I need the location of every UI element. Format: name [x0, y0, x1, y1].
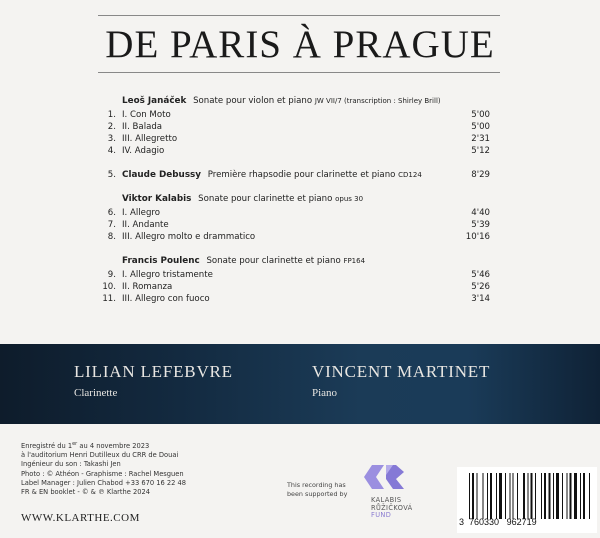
performer-instrument: Piano: [312, 387, 338, 399]
track-duration: 2'31: [471, 134, 490, 144]
credit-engineer: Ingénieur du son : Takashi Jen: [21, 460, 121, 469]
work-heading-poulenc: [122, 256, 365, 266]
track-title: III. Allegretto: [122, 134, 178, 144]
support-note: This recording has been supported by: [287, 481, 348, 498]
title-rule: [98, 72, 500, 73]
composer-name: Francis Poulenc: [122, 256, 200, 266]
track-row: [100, 220, 490, 231]
credit-label-manager: Label Manager : Julien Chabod +33 670 16 22 48: [21, 478, 187, 487]
track-title: IV. Adagio: [122, 146, 165, 156]
track-duration: 10'16: [465, 232, 490, 242]
track-duration: 5'12: [471, 146, 490, 156]
work-heading-debussy: [122, 170, 422, 180]
track-title: III. Allegro con fuoco: [122, 294, 210, 304]
track-title: III. Allegro molto e drammatico: [122, 232, 256, 242]
track-number: 9.: [107, 270, 116, 280]
work-catalog: JW VII/7 (transcription : Shirley Brill): [314, 97, 441, 105]
work-title: Sonate pour violon et piano: [193, 96, 313, 106]
track-duration: 3'14: [471, 294, 490, 304]
track-number: 10.: [102, 282, 116, 292]
work-heading-kalabis: [122, 194, 363, 204]
track-row-debussy: [100, 170, 490, 181]
track-title: II. Balada: [122, 122, 163, 132]
credit-venue: à l'auditorium Henri Dutilleux du CRR de Douai: [21, 451, 179, 460]
track-duration: 5'39: [471, 220, 490, 230]
track-row: [100, 282, 490, 293]
track-number: 1.: [107, 110, 116, 120]
track-row: [100, 208, 490, 219]
track-number: 7.: [107, 220, 116, 230]
composer-name: Claude Debussy: [122, 170, 202, 180]
work-heading-janacek: [122, 96, 441, 106]
track-number: 3.: [107, 134, 116, 144]
work-title: Sonate pour clarinette et piano: [198, 194, 333, 204]
track-title: II. Romanza: [122, 282, 173, 292]
performer-name: VINCENT MARTINET: [312, 362, 491, 381]
performer-name: LILIAN LEFEBVRE: [74, 362, 233, 381]
track-row: [100, 134, 490, 145]
track-number: 11.: [102, 294, 116, 304]
performer-instrument: Clarinette: [74, 387, 118, 399]
track-duration: 5'00: [471, 122, 490, 132]
track-title: I. Allegro: [122, 208, 160, 218]
track-number: 4.: [107, 146, 116, 156]
track-duration: 5'26: [471, 282, 490, 292]
work-title: Sonate pour clarinette et piano: [206, 256, 341, 266]
track-number: 2.: [107, 122, 116, 132]
track-row: [100, 122, 490, 133]
track-row: [100, 270, 490, 281]
credit-photo: Photo : © Athéon - Graphisme : Rachel Mesguen: [21, 469, 184, 478]
composer-name: Leoš Janáček: [122, 96, 187, 106]
track-number: 5.: [107, 170, 116, 180]
track-title: II. Andante: [122, 220, 169, 230]
track-title: I. Con Moto: [122, 110, 171, 120]
track-duration: 5'46: [471, 270, 490, 280]
track-row: [100, 294, 490, 305]
credit-booklet: FR & EN booklet - © & ℗ Klarthe 2024: [21, 487, 151, 496]
barcode-bars: [469, 473, 591, 519]
performer-clarinet: [74, 362, 233, 399]
website-link[interactable]: WWW.KLARTHE.COM: [21, 512, 140, 524]
track-duration: 5'00: [471, 110, 490, 120]
performers-banner: [0, 344, 600, 424]
performer-piano: [312, 362, 490, 399]
credit-recorded: Enregistré du 1er au 4 novembre 2023: [21, 441, 150, 451]
sponsor-name: KALABIS RŮŽIČKOVÁ FUND: [371, 496, 413, 520]
recording-credits: [21, 440, 186, 497]
track-number: 6.: [107, 208, 116, 218]
track-duration: 4'40: [471, 208, 490, 218]
work-catalog: FP164: [343, 257, 366, 265]
track-title: I. Allegro tristamente: [122, 270, 213, 280]
work-catalog: CD124: [398, 171, 422, 179]
work-title: Première rhapsodie pour clarinette et piano: [207, 170, 396, 180]
track-duration: 8'29: [471, 170, 490, 180]
composer-name: Viktor Kalabis: [122, 194, 192, 204]
track-row: [100, 232, 490, 243]
barcode: [457, 467, 597, 533]
barcode-digits: 3 760330 962719: [459, 517, 537, 527]
album-title: DE PARIS À PRAGUE: [105, 23, 495, 66]
work-catalog: opus 30: [335, 195, 364, 203]
track-row: [100, 146, 490, 157]
top-rule: [98, 15, 500, 16]
track-row: [100, 110, 490, 121]
track-number: 8.: [107, 232, 116, 242]
